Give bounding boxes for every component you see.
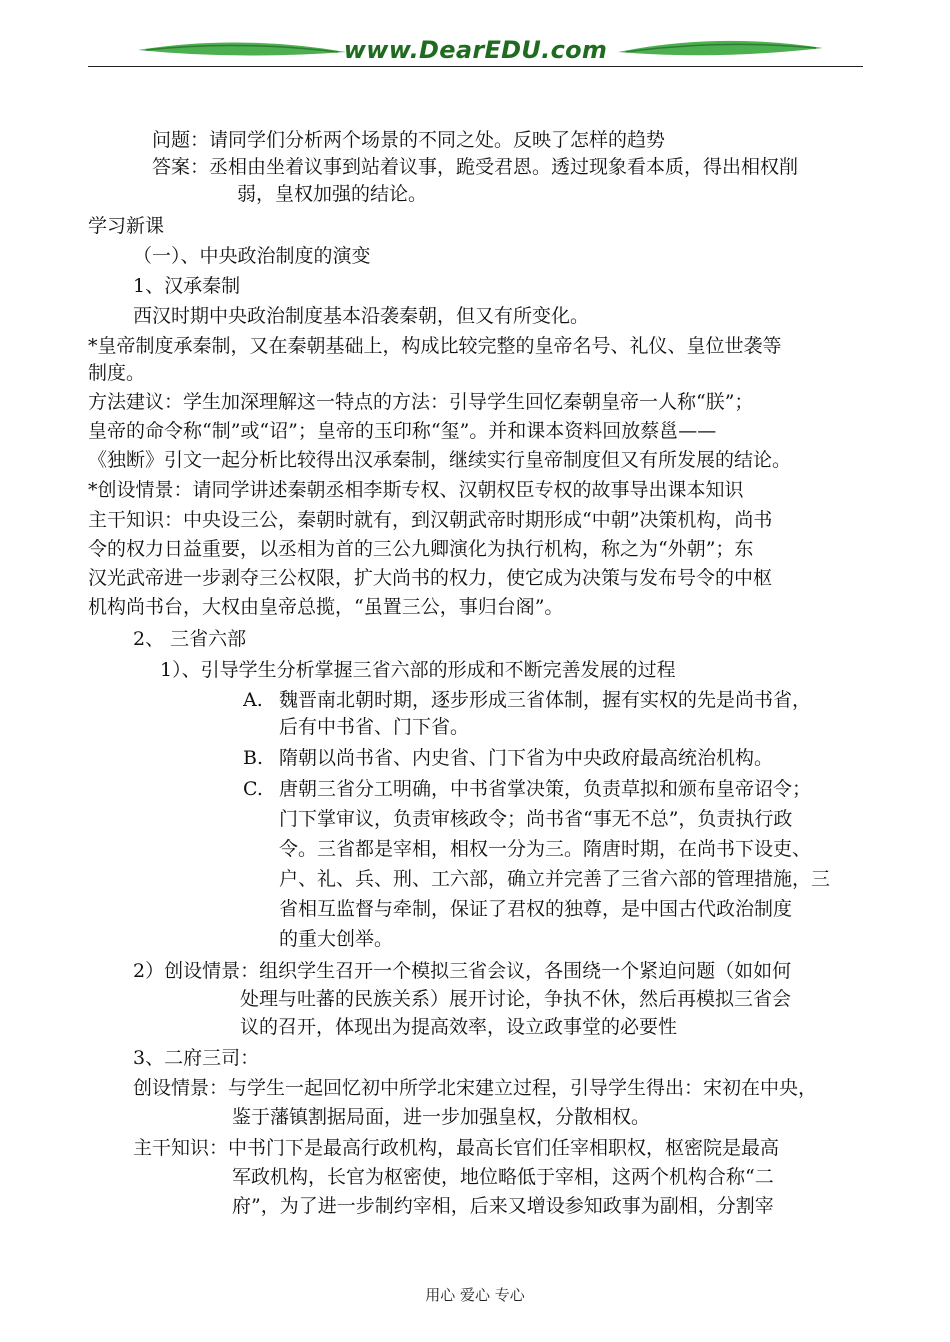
paragraph-line: 议的召开，体现出为提高效率，设立政事堂的必要性 [240,1016,678,1038]
paragraph-line: 1）、引导学生分析掌握三省六部的形成和不断完善发展的过程 [160,659,676,681]
site-logo: www.DearEDU.com [343,36,608,64]
subsection-heading: （一）、中央政治制度的演变 [133,245,371,267]
paragraph-line: 2）创设情景：组织学生召开一个模拟三省会议，各围绕一个紧迫问题（如如何 [133,960,792,982]
paragraph-line: 《独断》引文一起分析比较得出汉承秦制，继续实行皇帝制度但又有所发展的结论。 [88,449,792,471]
paragraph-line: 创设情景：与学生一起回忆初中所学北宋建立过程，引导学生得出：宋初在中央， [133,1077,818,1099]
list-item-text: 户、礼、兵、刑、工六部，确立并完善了三省六部的管理措施，三 [279,868,831,890]
paragraph-line: 处理与吐蕃的民族关系）展开讨论，争执不休，然后再模拟三省会 [240,988,792,1010]
paragraph-line: *皇帝制度承秦制，又在秦朝基础上，构成比较完整的皇帝名号、礼仪、皇位世袭等 [88,335,782,357]
page-header [88,30,863,70]
list-marker: C. [243,778,263,800]
page-footer: 用心 爱心 专心 [425,1286,525,1304]
paragraph-line: 方法建议：学生加深理解这一特点的方法：引导学生回忆秦朝皇帝一人称“朕”； [88,391,754,413]
paragraph-line: 西汉时期中央政治制度基本沿袭秦朝，但又有所变化。 [133,305,590,327]
header-rule [88,66,863,67]
paragraph-line: 汉光武帝进一步剥夺三公权限，扩大尚书的权力，使它成为决策与发布号令的中枢 [88,567,773,589]
list-item-text: 令。三省都是宰相，相权一分为三。隋唐时期，在尚书下设吏、 [279,838,812,860]
paragraph-line: 机构尚书台，大权由皇帝总揽，“虽置三公，事归台阁”。 [88,596,564,618]
list-item-text: 隋朝以尚书省、内史省、门下省为中央政府最高统治机构。 [279,747,774,769]
list-item-text: 后有中书省、门下省。 [279,716,470,738]
paragraph-line: 制度。 [88,362,146,384]
topic-heading-3: 3、二府三司： [133,1047,260,1069]
topic-heading-2: 2、 三省六部 [133,628,247,650]
paragraph-line: 主干知识：中央设三公，秦朝时就有，到汉朝武帝时期形成“中朝”决策机构，尚书 [88,509,773,531]
answer-line: 答案：丞相由坐着议事到站着议事，跪受君恩。透过现象看本质，得出相权削 [152,156,799,178]
list-item-text: 的重大创举。 [279,928,394,950]
paragraph-line: *创设情景：请同学讲述秦朝丞相李斯专权、汉朝权臣专权的故事导出课本知识 [88,479,744,501]
paragraph-line: 鉴于藩镇割据局面，进一步加强皇权，分散相权。 [232,1106,651,1128]
list-marker: B. [243,747,264,769]
list-item-text: 省相互监督与牵制，保证了君权的独尊，是中国古代政治制度 [279,898,793,920]
topic-heading-1: 1、汉承秦制 [133,275,241,297]
paragraph-line: 军政机构，长官为枢密使，地位略低于宰相，这两个机构合称“二 [232,1166,774,1188]
section-heading: 学习新课 [88,215,165,237]
question-line: 问题：请同学们分析两个场景的不同之处。反映了怎样的趋势 [152,129,666,151]
list-item-text: 唐朝三省分工明确，中书省掌决策，负责草拟和颁布皇帝诏令； [279,778,812,800]
list-item-text: 门下掌审议，负责审核政令；尚书省“事无不总”，负责执行政 [279,808,793,830]
paragraph-line: 府”，为了进一步制约宰相，后来又增设参知政事为副相，分割宰 [232,1195,774,1217]
paragraph-line: 主干知识：中书门下是最高行政机构，最高长官们任宰相职权，枢密院是最高 [133,1137,780,1159]
answer-line-cont: 弱，皇权加强的结论。 [237,183,428,205]
paragraph-line: 令的权力日益重要，以丞相为首的三公九卿演化为执行机构，称之为“外朝”；东 [88,538,754,560]
list-item-text: 魏晋南北朝时期，逐步形成三省体制，握有实权的先是尚书省， [279,689,812,711]
list-marker: A. [243,689,263,711]
paragraph-line: 皇帝的命令称“制”或“诏”；皇帝的玉印称“玺”。并和课本资料回放蔡邕—— [88,420,717,442]
